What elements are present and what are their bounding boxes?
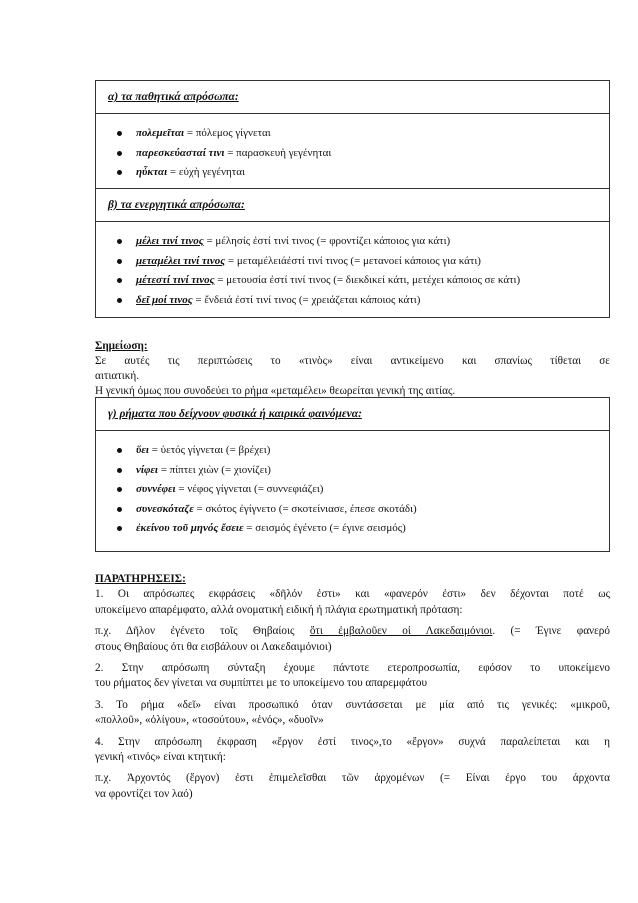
- observations-title: ΠΑΡΑΤΗΡΗΣΕΙΣ:: [95, 573, 186, 585]
- list-item: μεταμέλει τινί τινος = μεταμέλειάἐστί τινί τινος (= μετανοεί κάποιος για κάτι): [96, 252, 609, 272]
- heading-weather: γ) ρήματα που δείχνουν φυσικά ή καιρικά φαινόμενα:: [96, 398, 609, 431]
- list-item: μέτεστί τινί τινος = μετουσία ἐστί τινί τινος (= διεκδικεί κάτι, μετέχει κάποιος σε κάτι): [96, 271, 609, 291]
- bullet-icon: [117, 131, 122, 136]
- bullet-icon: [117, 259, 122, 264]
- bullet-icon: [117, 468, 122, 473]
- heading-passive: α) τα παθητικά απρόσωπα:: [96, 81, 609, 114]
- bullet-icon: [117, 170, 122, 175]
- bullet-icon: [117, 239, 122, 244]
- observation-paragraph: 3. Το ρήμα «δεῖ» είναι προσωπικό όταν συντάσσεται με μία από τις γενικές: «μικροῦ, «πολλοῦ», «ὀλίγου», «τοσούτου», «ἑνός», «δυοῖν»: [95, 698, 610, 727]
- bullet-icon: [117, 278, 122, 283]
- list-item: ηὖκται = εὐχὴ γεγένηται: [96, 163, 609, 183]
- bullet-icon: [117, 526, 122, 531]
- list-item: ὕει = ὑετός γίγνεται (= βρέχει): [96, 441, 609, 461]
- bullet-icon: [117, 151, 122, 156]
- list-active-container: [96, 222, 609, 317]
- list-item: συνεσκόταζε = σκότος ἐγίγνετο (= σκοτείνιασε, έπεσε σκοτάδι): [96, 500, 609, 520]
- heading-active: β) τα ενεργητικά απρόσωπα:: [96, 189, 609, 222]
- observation-paragraph: 1. Οι απρόσωπες εκφράσεις «δῆλόν ἐστι» και «φανερόν ἐστι» δεν δέχονται ποτέ ως υποκείμενο απαρέμφατο, αλλά ονοματική ειδική ή πλάγια ερωτηματική πρόταση:: [95, 588, 610, 616]
- list-item: παρεσκεύασταί τινι = παρασκευὴ γεγένηται: [96, 144, 609, 164]
- bullet-icon: [117, 487, 122, 492]
- bullet-icon: [117, 507, 122, 512]
- note-block: [95, 339, 610, 399]
- observation-paragraph: π.χ. Ἀρχοντός (ἔργον) ἐστι ἐπιμελεῖσθαι τῶν ἀρχομένων (= Είναι έργο του άρχοντα να φροντίζει τον λαό): [95, 772, 610, 800]
- list-passive-container: [96, 114, 609, 189]
- observations-block: [95, 572, 610, 808]
- bullet-icon: [117, 448, 122, 453]
- observation-paragraph: 2. Στην απρόσωπη σύνταξη έχουμε πάντοτε ετεροπροσωπία, εφόσον το υποκείμενο του ρήματος δεν γίνεται να συμπίπτει με το υποκείμενο του απαρεμφάτου: [95, 662, 610, 690]
- list-passive: [96, 124, 609, 183]
- note-title: Σημείωση:: [95, 340, 148, 352]
- observation-paragraph: π.χ. Δῆλον ἐγένετο τοῖς Θηβαίοις ὅτι ἐμβαλοῦεν οἱ Λακεδαιμόνιοι. (= Έγινε φανερό στους Θηβαίους ότι θα εισβάλουν οι Λακεδαιμόνιοι): [95, 625, 610, 653]
- list-item: μέλει τινί τινος = μέλησίς ἐστί τινί τινος (= φροντίζει κάποιος για κάτι): [96, 232, 609, 252]
- list-item: νίφει = πίπτει χιὼν (= χιονίζει): [96, 461, 609, 481]
- list-item: δεῖ μοί τινος = ἔνδειά ἐστί τινί τινος (= χρειάζεται κάποιος κάτι): [96, 291, 609, 311]
- note-line: Η γενική όμως που συνοδεύει το ρήμα «μεταμέλει» θεωρείται γενική της αιτίας.: [95, 385, 456, 397]
- list-weather-container: [96, 431, 609, 551]
- list-item: ἐκείνου τοῦ μηνός ἔσειε = σεισμός ἐγένετο (= έγινε σεισμός): [96, 519, 609, 539]
- observation-paragraph: 4. Στην απρόσωπη έκφραση «ἔργον ἐστί τινος»,το «ἔργον» συχνά παραλείπεται και η γενική «τινός» είναι κτητική:: [95, 735, 610, 764]
- list-active: [96, 232, 609, 310]
- box-impersonal-verbs: [95, 80, 610, 318]
- list-item: πολεμεῖται = πόλεμος γίγνεται: [96, 124, 609, 144]
- bullet-icon: [117, 298, 122, 303]
- note-line: αιτιατική.: [95, 370, 140, 382]
- note-line: Σε αυτές τις περιπτώσεις το «τινὸς» είναι αντικείμενο και σπανίως τίθεται σε: [95, 355, 610, 367]
- list-item: συννέφει = νέφος γίγνεται (= συννεφιάζει): [96, 480, 609, 500]
- box-weather-verbs: [95, 397, 610, 552]
- list-weather: [96, 441, 609, 539]
